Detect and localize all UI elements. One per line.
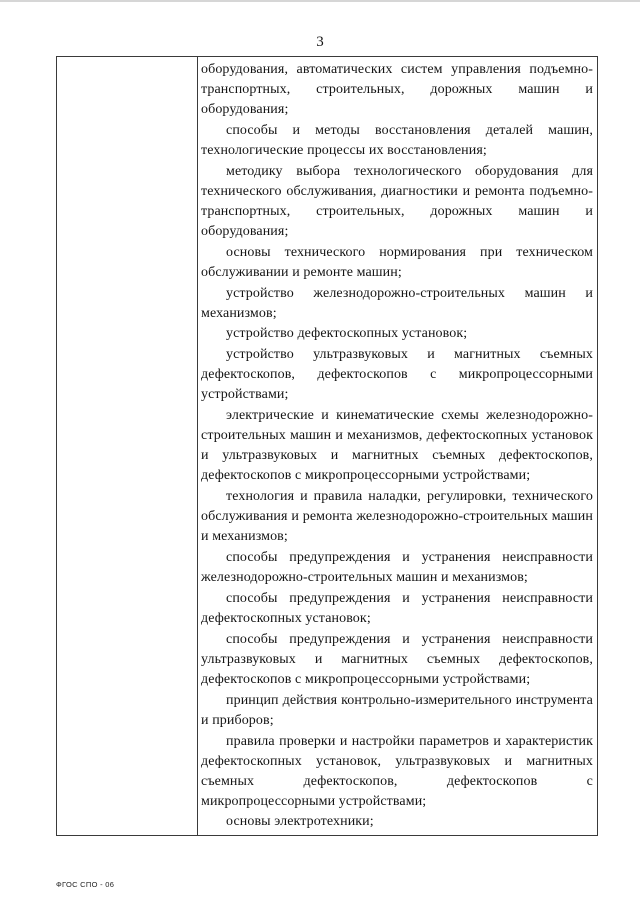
list-item: оборудования, автоматических систем управления подъемно-транспортных, строительных, дорожных машин и оборудования; (201, 62, 593, 117)
list-item: устройство ультразвуковых и магнитных съемных дефектоскопов, дефектоскопов с микропроцессорными устройствами; (201, 347, 593, 403)
list-item: методику выбора технологического оборудования для технического обслуживания, диагностики и ремонта подъемно-транспортных, строительных, дорожных машин и оборудования; (201, 163, 593, 239)
list-item: принцип действия контрольно-измерительного инструмента и приборов; (201, 692, 593, 728)
left-cell (57, 57, 197, 835)
list-item: электрические и кинематические схемы железнодорожно-строительных машин и механизмов, дефектоскопных установок и ультразвуковых и магнитных съемных дефектоскопов, дефектоскопов с микропроцессорными устройствами; (201, 408, 593, 484)
list-item: технология и правила наладки, регулировки, технического обслуживания и ремонта железнодорожно-строительных машин и механизмов; (201, 489, 593, 545)
footer-code: ФГОС СПО - 06 (56, 880, 115, 889)
list-item: устройство дефектоскопных установок; (226, 326, 468, 342)
column-divider (197, 57, 198, 835)
list-item: основы технического нормирования при техническом обслуживании и ремонте машин; (201, 244, 593, 280)
content-table (56, 56, 598, 836)
right-cell (201, 60, 593, 833)
list-item: устройство железнодорожно-строительных машин и механизмов; (201, 285, 593, 321)
top-rule (0, 0, 640, 2)
list-item: способы и методы восстановления деталей машин, технологические процессы их восстановления; (201, 122, 593, 158)
list-item: способы предупреждения и устранения неисправности ультразвуковых и магнитных съемных дефектоскопов, дефектоскопов с микропроцессорными устройствами; (201, 631, 593, 687)
list-item: способы предупреждения и устранения неисправности железнодорожно-строительных машин и механизмов; (201, 550, 593, 586)
list-item: способы предупреждения и устранения неисправности дефектоскопных установок; (201, 590, 593, 626)
list-item: правила проверки и настройки параметров и характеристик дефектоскопных установок, ультразвуковых и магнитных съемных дефектоскопов, дефектоскопов с микропроцессорными устройствами; (201, 733, 593, 809)
list-item: основы электротехники; (226, 814, 374, 830)
page-number: 3 (316, 34, 324, 50)
